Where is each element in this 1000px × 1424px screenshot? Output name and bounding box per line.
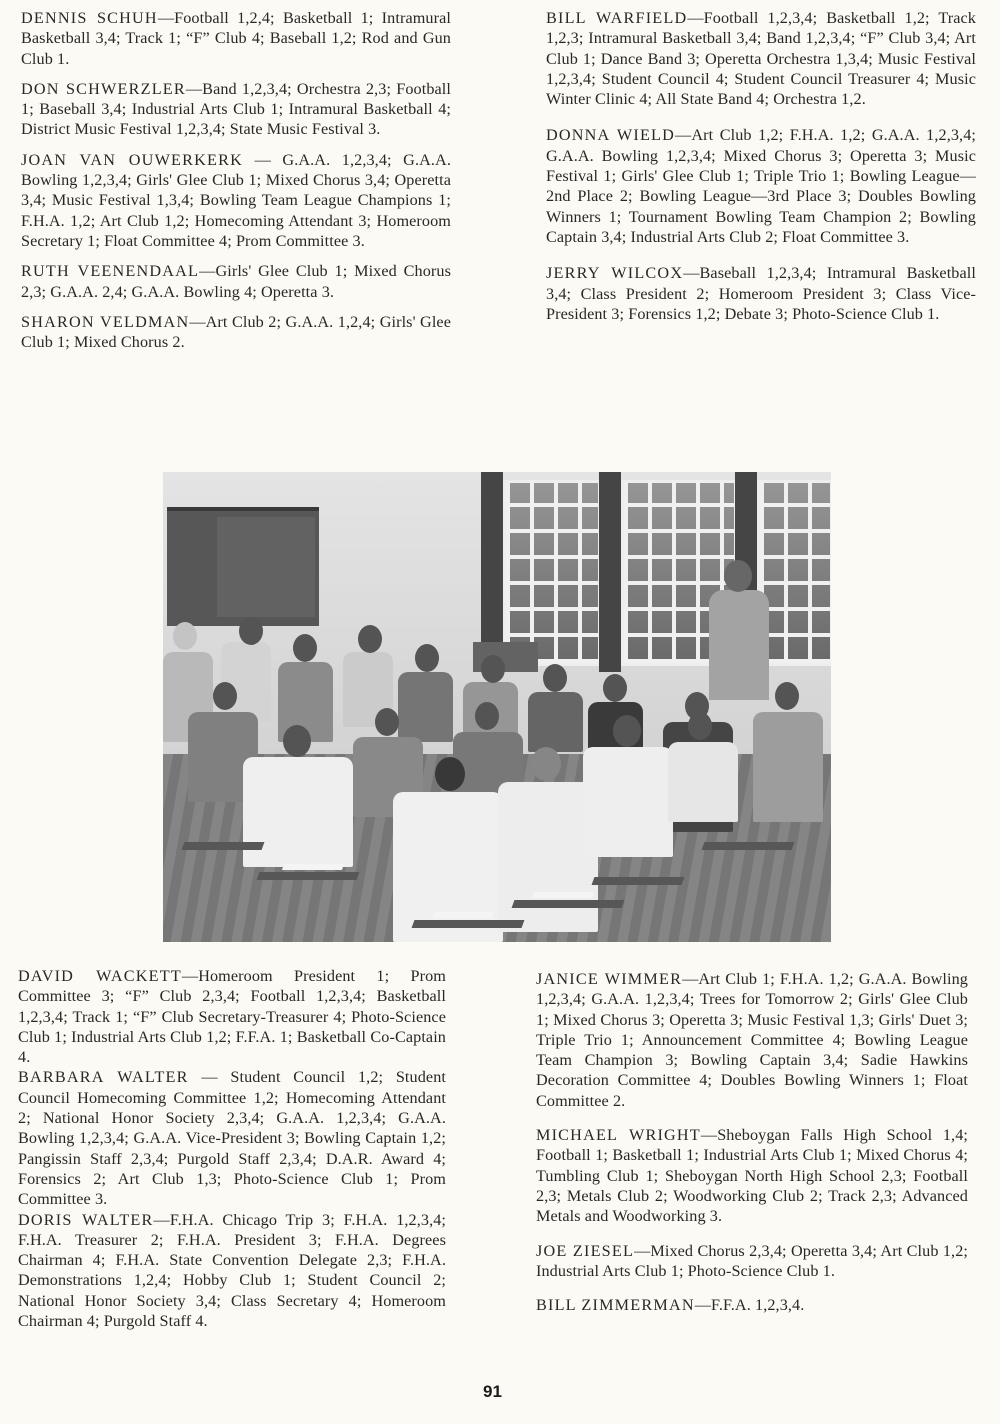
classroom-photo (163, 472, 831, 942)
photo-student-head (213, 682, 237, 710)
photo-window-frame (599, 472, 621, 672)
senior-entry: JOE ZIESEL—Mixed Chorus 2,3,4; Operetta 3,4; Art Club 1,2; Industrial Arts Club 1; Photo-Science Club 1. (536, 1241, 968, 1280)
student-activities: Sheboygan Falls High School 1,4; Football 1; Basketball 1; Industrial Arts Club 1; Mixed Chorus 4; Tumbling Club 1; Sheboygan North High School 2,3; Football 2,3; Metals Club 2; Woodworking Club 2; Track 2,3; Advanced Metals and Woodworking 3. (536, 1126, 968, 1226)
photo-student-head (375, 708, 399, 736)
student-name: JOE ZIESEL (536, 1241, 635, 1260)
senior-entry: BILL ZIMMERMAN—F.F.A. 1,2,3,4. (536, 1296, 805, 1315)
student-activities: Art Club 1,2; F.H.A. 1,2; G.A.A. 1,2,3,4; G.A.A. Bowling 1,2,3,4; Mixed Chorus 3; Operetta 3; Music Festival 1; Girls' Glee Club 1; Triple Trio 1; Bowling League—2nd Place 2; Bowling League—3rd Place 3; Doubles Bowling Winners 1; Tournament Bowling Team Champion 2; Bowling Captain 3,4; Industrial Arts Club 2; Float Committee 3. (546, 126, 976, 246)
student-activities: Band 1,2,3,4; Orchestra 2,3; Football 1; Baseball 3,4; Industrial Arts Club 1; Intramural Basketball 4; District Music Festival 1,2,3,4; State Music Festival 3. (21, 79, 451, 139)
student-name: BILL WARFIELD (546, 9, 688, 27)
student-name: DON SCHWERZLER (21, 79, 186, 98)
photo-teacher (709, 590, 769, 700)
photo-student-head (239, 617, 263, 645)
photo-student-head (688, 712, 712, 740)
photo-desk (257, 872, 360, 880)
photo-student (583, 747, 673, 857)
senior-entry: DONNA WIELD—Art Club 1,2; F.H.A. 1,2; G.A.A. 1,2,3,4; G.A.A. Bowling 1,2,3,4; Mixed Chorus 3; Operetta 3; Music Festival 1; Girls' Glee Club 1; Triple Trio 1; Bowling League—2nd Place 2; Bowling League—3rd Place 3; Doubles Bowling Winners 1; Tournament Bowling Team Champion 2; Bowling Captain 3,4; Industrial Arts Club 2; Float Committee 3. (546, 126, 976, 246)
student-name: RUTH VEENENDAAL (21, 262, 200, 281)
senior-entry: DAVID WACKETT—Homeroom President 1; Prom Committee 3; “F” Club 2,3,4; Football 1,2,3,4; Basketball 1,2,3,4; Track 1; “F” Club Secretary-Treasurer 4; Photo-Science Club 1; Industrial Arts Club 1,2; F.F.A. 1; Basketball Co-Captain 4. (18, 967, 446, 1067)
senior-entry: MICHAEL WRIGHT—Sheboygan Falls High School 1,4; Football 1; Basketball 1; Industrial Arts Club 1; Mixed Chorus 4; Tumbling Club 1; Sheboygan North High School 2,3; Football 2,3; Metals Club 2; Woodworking Club 2; Track 2,3; Advanced Metals and Woodworking 3. (536, 1126, 968, 1226)
senior-entry: BILL WARFIELD—Football 1,2,3,4; Basketball 1,2; Track 1,2,3; Intramural Basketball 3,4; Band 1,2,3,4; “F” Club 3,4; Art Club 1; Dance Band 3; Operetta Orchestra 1,3,4; Music Festival 1,2,3,4; Student Council 4; Student Council Treasurer 4; Music Winter Clinic 4; All State Band 4; Orchestra 1,2. (546, 9, 976, 109)
student-name: JANICE WIMMER (536, 970, 683, 988)
senior-entry: RUTH VEENENDAAL—Girls' Glee Club 1; Mixed Chorus 2,3; G.A.A. 2,4; G.A.A. Bowling 4; Operetta 3. (21, 262, 452, 301)
photo-paper (432, 912, 494, 918)
student-activities: Girls' Glee Club 1; Mixed Chorus 2,3; G.A.A. 2,4; G.A.A. Bowling 4; Operetta 3. (21, 262, 452, 301)
column-top-right (546, 8, 976, 340)
photo-window (503, 480, 601, 666)
student-activities: Student Council 1,2; Student Council Homecoming Committee 1,2; Homecoming Attendant 2; National Honor Society 2,3,4; G.A.A. 1,2,3,4; G.A.A. Bowling 1,2,3,4; G.A.A. Vice-President 3; Bowling Captain 1,2; Pangissin Staff 2,3,4; Purgold Staff 2,3,4; D.A.R. Award 4; Forensics 2; Art Club 1,3; Photo-Science Club 1; Prom Committee 3. (18, 1068, 446, 1209)
student-name: DAVID WACKETT (18, 967, 182, 985)
photo-desk (412, 920, 525, 928)
student-activities: Football 1,2,4; Basketball 1; Intramural Basketball 3,4; Track 1; “F” Club 4; Baseball 1,2; Rod and Gun Club 1. (21, 9, 451, 68)
student-activities: Art Club 2; G.A.A. 1,2,4; Girls' Glee Club 1; Mixed Chorus 2. (21, 312, 451, 352)
photo-student (398, 672, 453, 742)
photo-student-head (173, 622, 197, 650)
photo-blackboard-panel (217, 517, 315, 617)
student-name: BILL ZIMMERMAN (536, 1296, 695, 1315)
student-activities: Art Club 1; F.H.A. 1,2; G.A.A. Bowling 1,2,3,4; G.A.A. 1,2,3,4; Trees for Tomorrow 2; Girls' Glee Club 1; Mixed Chorus 3; Operetta 3; Music Festival 1,3; Girls' Duet 3; Triple Trio 1; Announcement Committee 4; Bowling League Team Champion 3; Bowling Captain 3,4; Sadie Hawkins Decoration Committee 4; Doubles Bowling Winners 1; Float Committee 2. (536, 970, 968, 1110)
student-activities: Baseball 1,2,3,4; Intramural Basketball 3,4; Class President 2; Homeroom President 3; Class Vice-President 3; Forensics 1,2; Debate 3; Photo-Science Club 1. (546, 264, 976, 323)
photo-paper (532, 892, 594, 898)
page-number: 91 (483, 1382, 502, 1401)
student-activities: F.F.A. 1,2,3,4. (711, 1296, 805, 1315)
student-name: DONNA WIELD (546, 126, 676, 145)
senior-entry: DON SCHWERZLER—Band 1,2,3,4; Orchestra 2,3; Football 1; Baseball 3,4; Industrial Arts Club 1; Intramural Basketball 4; District Music Festival 1,2,3,4; State Music Festival 3. (21, 79, 451, 139)
senior-entry: JERRY WILCOX—Baseball 1,2,3,4; Intramural Basketball 3,4; Class President 2; Homeroom President 3; Class Vice-President 3; Forensics 1,2; Debate 3; Photo-Science Club 1. (546, 264, 976, 323)
photo-student (528, 692, 583, 752)
student-name: SHARON VELDMAN (21, 312, 190, 331)
photo-student-head (435, 757, 465, 791)
photo-student-head (775, 682, 799, 710)
photo-student-head (531, 747, 561, 781)
photo-teacher-head (724, 560, 752, 592)
photo-student (243, 757, 353, 867)
student-name: BARBARA WALTER (18, 1068, 189, 1087)
photo-student-head (613, 715, 641, 747)
student-name: JERRY WILCOX (546, 264, 684, 283)
photo-student (668, 742, 738, 822)
photo-student-head (283, 725, 311, 757)
student-activities: Football 1,2,3,4; Basketball 1,2; Track 1,2,3; Intramural Basketball 3,4; Band 1,2,3,4; “F” Club 3,4; Art Club 1; Dance Band 3; Operetta Orchestra 1,3,4; Music Festival 1,2,3,4; Student Council 4; Student Council Treasurer 4; Music Winter Clinic 4; All State Band 4; Orchestra 1,2. (546, 9, 976, 109)
column-bottom-right (536, 969, 968, 1329)
senior-entry: DENNIS SCHUH—Football 1,2,4; Basketball 1; Intramural Basketball 3,4; Track 1; “F” Club 4; Baseball 1,2; Rod and Gun Club 1. (21, 9, 451, 68)
student-name: JOAN VAN OUWERKERK (21, 150, 243, 169)
student-activities: Homeroom President 1; Prom Committee 3; “F” Club 2,3,4; Football 1,2,3,4; Basketball 1,2,3,4; Track 1; “F” Club Secretary-Treasurer 4; Photo-Science Club 1; Industrial Arts Club 1,2; F.F.A. 1; Basketball Co-Captain 4. (18, 967, 446, 1067)
photo-student-head (293, 634, 317, 662)
student-activities: F.H.A. Chicago Trip 3; F.H.A. 1,2,3,4; F.H.A. Treasurer 2; F.H.A. President 3; F.H.A. Degrees Chairman 4; F.H.A. State Convention Delegate 2,3; F.H.A. Demonstrations 1,2,4; Hobby Club 1; Student Council 2; National Honor Society 3,4; Class Secretary 4; Homeroom Chairman 4; Purgold Staff 4. (18, 1210, 447, 1331)
senior-entry: JOAN VAN OUWERKERK — G.A.A. 1,2,3,4; G.A.A. Bowling 1,2,3,4; Girls' Glee Club 1; Mixed Chorus 3,4; Operetta 3,4; Music Festival 1,3,4; Bowling Team League Champions 1; F.H.A. 1,2; Art Club 1,2; Homecoming Attendant 3; Homeroom Secretary 1; Float Committee 4; Prom Committee 3. (21, 150, 451, 250)
senior-entry: SHARON VELDMAN—Art Club 2; G.A.A. 1,2,4; Girls' Glee Club 1; Mixed Chorus 2. (21, 312, 451, 352)
student-activities: G.A.A. 1,2,3,4; G.A.A. Bowling 1,2,3,4; Girls' Glee Club 1; Mixed Chorus 3,4; Operetta 3,4; Music Festival 1,3,4; Bowling Team League Champions 1; F.H.A. 1,2; Art Club 1,2; Homecoming Attendant 3; Homeroom Secretary 1; Float Committee 4; Prom Committee 3. (21, 150, 451, 250)
student-name: MICHAEL WRIGHT (536, 1126, 701, 1145)
photo-paper (282, 864, 344, 870)
student-activities: Mixed Chorus 2,3,4; Operetta 3,4; Art Club 1,2; Industrial Arts Club 1; Photo-Science Club 1. (536, 1241, 968, 1280)
column-top-left (21, 8, 451, 362)
student-name: DENNIS SCHUH (21, 9, 158, 27)
photo-student-head (543, 664, 567, 692)
photo-student-head (475, 702, 499, 730)
senior-entry: DORIS WALTER—F.H.A. Chicago Trip 3; F.H.A. 1,2,3,4; F.H.A. Treasurer 2; F.H.A. President 3; F.H.A. Degrees Chairman 4; F.H.A. State Convention Delegate 2,3; F.H.A. Demonstrations 1,2,4; Hobby Club 1; Student Council 2; National Honor Society 3,4; Class Secretary 4; Homeroom Chairman 4; Purgold Staff 4. (18, 1210, 447, 1331)
photo-student-head (603, 674, 627, 702)
senior-entry: JANICE WIMMER—Art Club 1; F.H.A. 1,2; G.A.A. Bowling 1,2,3,4; G.A.A. 1,2,3,4; Trees for Tomorrow 2; Girls' Glee Club 1; Mixed Chorus 3; Operetta 3; Music Festival 1,3; Girls' Duet 3; Triple Trio 1; Announcement Committee 4; Bowling League Team Champion 3; Bowling Captain 3,4; Sadie Hawkins Decoration Committee 4; Doubles Bowling Winners 1; Float Committee 2. (536, 970, 968, 1110)
photo-desk (512, 900, 625, 908)
student-name: DORIS WALTER (18, 1210, 154, 1229)
senior-entry: BARBARA WALTER — Student Council 1,2; Student Council Homecoming Committee 1,2; Homecoming Attendant 2; National Honor Society 2,3,4; G.A.A. 1,2,3,4; G.A.A. Bowling 1,2,3,4; G.A.A. Vice-President 3; Bowling Captain 1,2; Pangissin Staff 2,3,4; Purgold Staff 2,3,4; D.A.R. Award 4; Forensics 2; Art Club 1,3; Photo-Science Club 1; Prom Committee 3. (18, 1068, 446, 1209)
photo-student-head (358, 625, 382, 653)
photo-desk (182, 842, 265, 850)
photo-desk (592, 877, 685, 885)
photo-student-head (415, 644, 439, 672)
column-bottom-left (18, 966, 446, 1331)
photo-student (753, 712, 823, 822)
photo-desk (702, 842, 795, 850)
photo-student-head (481, 655, 505, 683)
